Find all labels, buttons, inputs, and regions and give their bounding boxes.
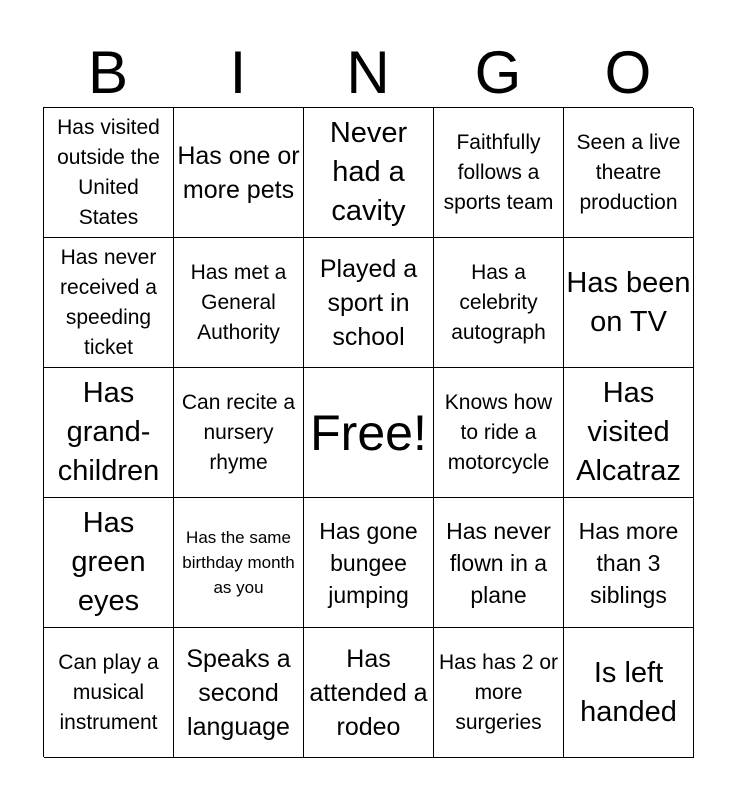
header-letter-g: G — [474, 39, 522, 106]
bingo-cell-r2c2[interactable] — [174, 238, 304, 368]
bingo-cell-r1c3[interactable] — [304, 108, 434, 238]
bingo-cell-text: Has has 2 or more surgeries — [438, 650, 559, 734]
bingo-cell-text: Can recite a nursery rhyme — [181, 390, 296, 474]
bingo-cell-text: Seen a live theatre production — [576, 130, 681, 214]
bingo-cell-r3c2[interactable] — [174, 368, 304, 498]
bingo-cell-r4c3[interactable] — [304, 498, 434, 628]
bingo-cell-r2c4[interactable] — [434, 238, 564, 368]
bingo-cell-text: Has more than 3 siblings — [578, 517, 679, 608]
bingo-cell-text: Has attended a rodeo — [309, 644, 428, 741]
bingo-cell-r4c5[interactable] — [564, 498, 694, 628]
bingo-cell-text: Knows how to ride a motorcycle — [444, 390, 553, 474]
bingo-cell-r4c4[interactable] — [434, 498, 564, 628]
bingo-cell-text: Never had a cavity — [329, 117, 408, 227]
bingo-cell-text: Can play a musical instrument — [58, 650, 159, 734]
bingo-cell-text: Has the same birthday month as you — [182, 528, 295, 597]
bingo-cell-r5c2[interactable] — [174, 628, 304, 758]
bingo-cell-text: Has never flown in a plane — [446, 517, 551, 608]
bingo-cell-r5c4[interactable] — [434, 628, 564, 758]
bingo-cell-free[interactable] — [304, 368, 434, 498]
header-letter-n: N — [346, 39, 390, 106]
bingo-header — [43, 38, 693, 108]
bingo-cell-r3c5[interactable] — [564, 368, 694, 498]
header-letter-o: O — [604, 39, 652, 106]
bingo-cell-r1c4[interactable] — [434, 108, 564, 238]
bingo-cell-text: Faithfully follows a sports team — [443, 130, 554, 214]
bingo-cell-r5c1[interactable] — [44, 628, 174, 758]
bingo-cell-r4c2[interactable] — [174, 498, 304, 628]
bingo-cell-r1c5[interactable] — [564, 108, 694, 238]
bingo-cell-text: Has never received a speeding ticket — [60, 245, 157, 359]
bingo-board — [43, 107, 693, 757]
bingo-cell-r3c4[interactable] — [434, 368, 564, 498]
bingo-cell-text: Played a sport in school — [319, 254, 418, 351]
bingo-cell-r4c1[interactable] — [44, 498, 174, 628]
bingo-cell-text: Has one or more pets — [177, 141, 300, 204]
bingo-cell-text: Has gone bungee jumping — [319, 517, 418, 608]
bingo-cell-r2c5[interactable] — [564, 238, 694, 368]
bingo-cell-r1c2[interactable] — [174, 108, 304, 238]
bingo-cell-r5c3[interactable] — [304, 628, 434, 758]
bingo-cell-text: Has been on TV — [566, 266, 691, 338]
bingo-cell-r5c5[interactable] — [564, 628, 694, 758]
bingo-cell-r1c1[interactable] — [44, 108, 174, 238]
bingo-cell-text: Has grand-children — [57, 377, 160, 487]
header-letter-b: B — [87, 39, 129, 106]
free-space-label: Free! — [310, 404, 427, 461]
bingo-cell-text: Has visited Alcatraz — [576, 377, 681, 487]
bingo-cell-text: Is left handed — [580, 656, 677, 728]
bingo-cell-text: Has met a General Authority — [190, 260, 287, 344]
bingo-cell-text: Speaks a second language — [186, 644, 291, 741]
bingo-cell-r2c1[interactable] — [44, 238, 174, 368]
bingo-cell-text: Has green eyes — [71, 507, 146, 617]
header-letter-i: I — [229, 39, 247, 106]
bingo-cell-r3c1[interactable] — [44, 368, 174, 498]
bingo-cell-text: Has a celebrity autograph — [451, 260, 546, 344]
bingo-cell-text: Has visited outside the United States — [57, 115, 160, 229]
bingo-cell-r2c3[interactable] — [304, 238, 434, 368]
